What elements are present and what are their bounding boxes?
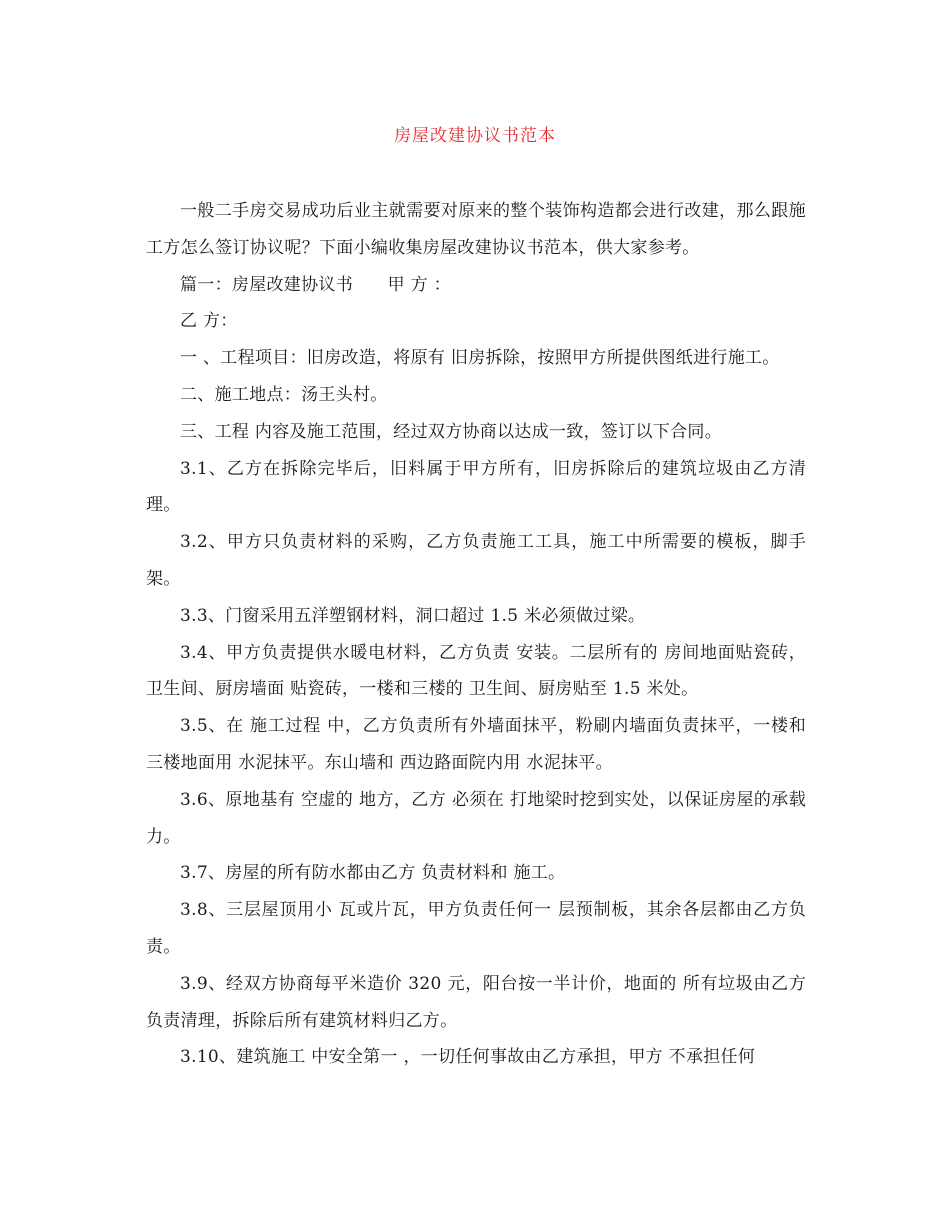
clause-3-4: 3.4、甲方负责提供水暖电材料，乙方负责 安装。二层所有的 房间地面贴瓷砖，卫生间、厨房墙面 贴瓷砖，一楼和三楼的 卫生间、厨房贴至 1.5 米处。 [146, 642, 806, 700]
clause-location: 二、施工地点：汤王头村。 [180, 384, 388, 405]
section-heading-party-a: 篇一：房屋改建协议书 甲 方 ： [180, 274, 451, 295]
clause-3-2: 3.2、甲方只负责材料的采购，乙方负责施工工具，施工中所需要的模板，脚手架。 [146, 532, 806, 589]
clause-3-7: 3.7、房屋的所有防水都由乙方 负责材料和 施工。 [180, 863, 566, 884]
clause-3-10: 3.10、建筑施工 中安全第一 ，一切任何事故由乙方承担，甲方 不承担任何 [180, 1047, 756, 1068]
document-title: 房屋改建协议书范本 [394, 126, 556, 146]
clause-3-5: 3.5、在 施工过程 中，乙方负责所有外墙面抹平，粉刷内墙面负责抹平，一楼和 三楼地面用 水泥抹平。东山墙和 西边路面院内用 水泥抹平。 [146, 716, 806, 773]
clause-scope: 三、工程 内容及施工范围，经过双方协商以达成一致，签订以下合同。 [180, 421, 723, 442]
intro-paragraph: 一般二手房交易成功后业主就需要对原来的整个装饰构造都会进行改建，那么跟施工方怎么签订协议呢？下面小编收集房屋改建协议书范本，供大家参考。 [146, 201, 806, 258]
clause-3-6: 3.6、原地基有 空虚的 地方，乙方 必须在 打地梁时挖到实处，以保证房屋的承载力。 [146, 789, 806, 847]
party-b-line: 乙 方： [180, 311, 238, 332]
document-body [146, 193, 806, 1076]
clause-3-3: 3.3、门窗采用五洋塑钢材料，洞口超过 1.5 米必须做过梁。 [180, 605, 646, 626]
clause-3-8: 3.8、三层屋顶用小 瓦或片瓦，甲方负责任何一 层预制板，其余各层都由乙方负责。 [146, 900, 806, 957]
clause-project: 一 、工程项目：旧房改造，将原有 旧房拆除，按照甲方所提供图纸进行施工。 [180, 348, 780, 369]
clause-3-1: 3.1、乙方在拆除完毕后，旧料属于甲方所有，旧房拆除后的建筑垃圾由乙方清理。 [146, 458, 806, 516]
clause-3-9: 3.9、经双方协商每平米造价 320 元，阳台按一半计价，地面的 所有垃圾由乙方负责清理，拆除后所有建筑材料归乙方。 [146, 973, 806, 1031]
